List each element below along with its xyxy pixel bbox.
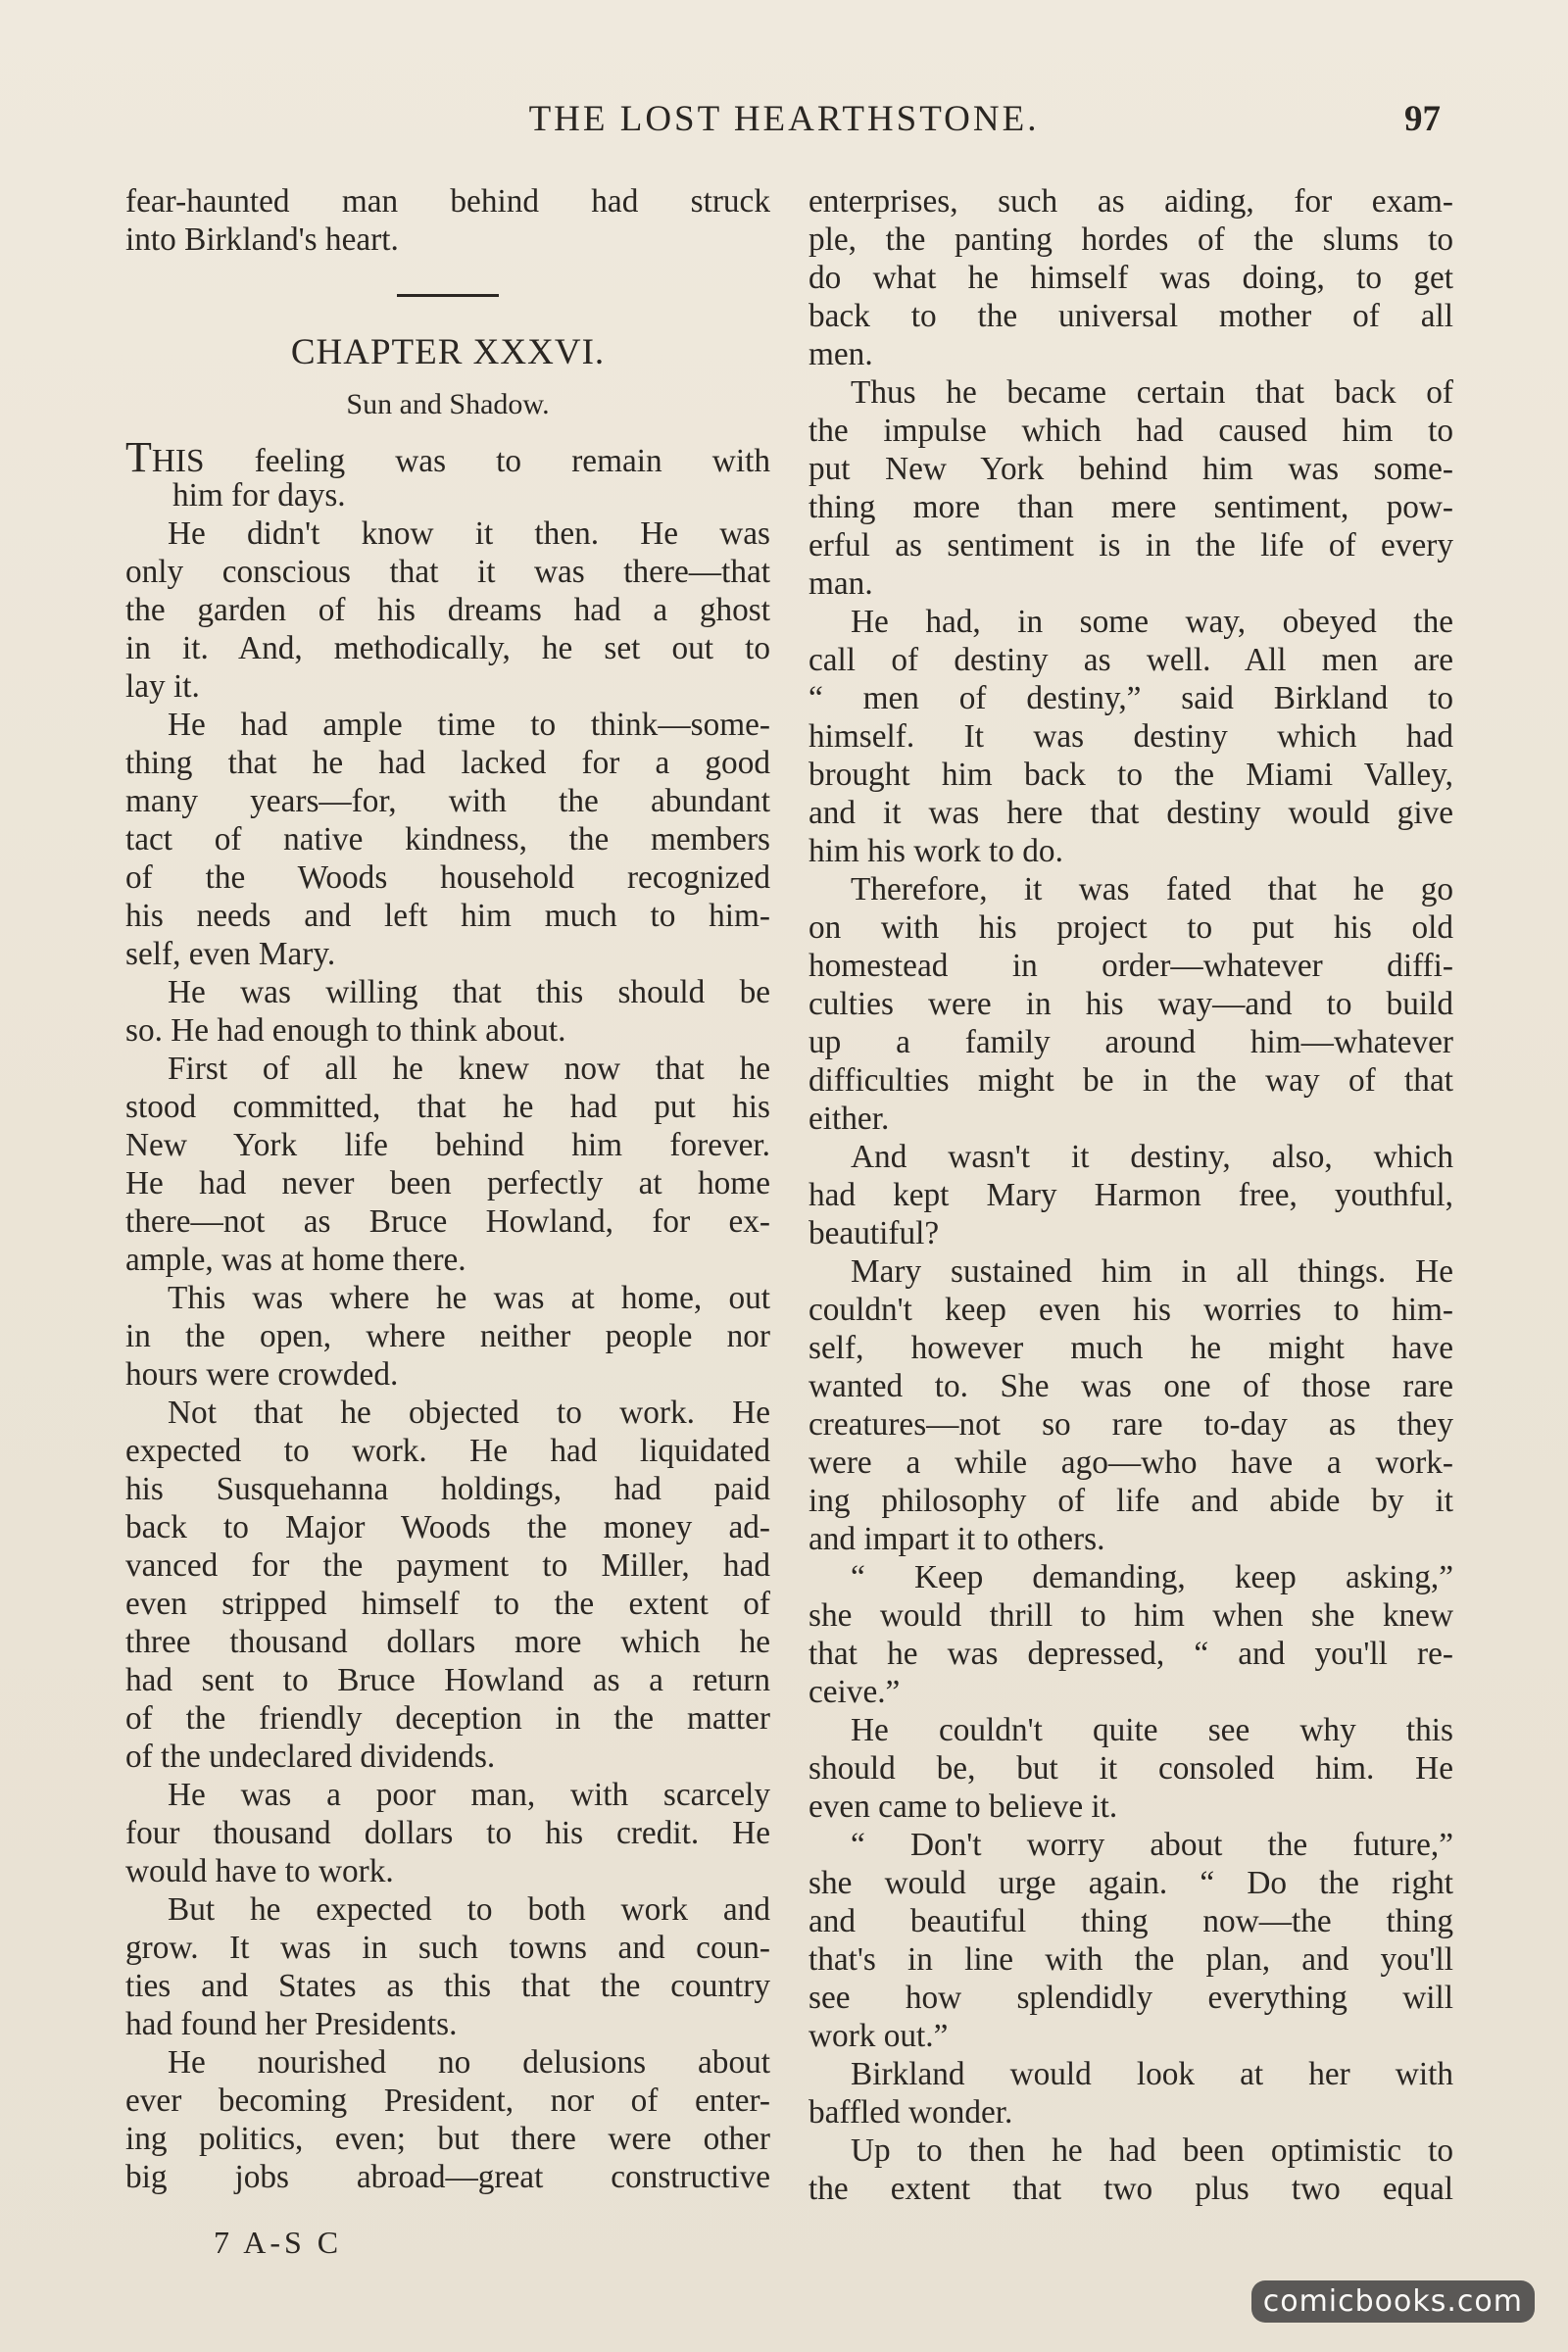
text-line: Therefore, it was fated that he go bbox=[851, 871, 1453, 907]
running-title: THE LOST HEARTHSTONE. bbox=[528, 99, 1040, 139]
text-line: Not that he objected to work. He bbox=[168, 1395, 770, 1431]
text-line: He didn't know it then. He was bbox=[168, 515, 770, 552]
drop-cap: T bbox=[125, 433, 152, 481]
text-line: in the open, where neither people nor bbox=[125, 1318, 770, 1354]
text-line: “ Keep demanding, keep asking,” bbox=[851, 1559, 1453, 1595]
text-line: “ Don't worry about the future,” bbox=[851, 1827, 1453, 1863]
text-line: Up to then he had been optimistic to bbox=[851, 2132, 1453, 2169]
text-line: brought him back to the Miami Valley, bbox=[808, 757, 1453, 793]
text-line: and beautiful thing now—the thing bbox=[808, 1903, 1453, 1939]
text-line: big jobs abroad—great constructive bbox=[125, 2159, 770, 2195]
text-line: that he was depressed, “ and you'll re- bbox=[808, 1636, 1453, 1672]
text-line: of the Woods household recognized bbox=[125, 859, 770, 896]
text-line: He was willing that this should be bbox=[168, 974, 770, 1010]
text-line: up a family around him—whatever bbox=[808, 1024, 1453, 1060]
text-line: ple, the panting hordes of the slums to bbox=[808, 221, 1453, 258]
text-line: that's in line with the plan, and you'll bbox=[808, 1941, 1453, 1978]
text-line: tact of native kindness, the members bbox=[125, 821, 770, 858]
text-line: He nourished no delusions about bbox=[168, 2044, 770, 2081]
text-line: thing more than mere sentiment, pow- bbox=[808, 489, 1453, 525]
text-line: man. bbox=[808, 565, 873, 602]
text-line: she would thrill to him when she knew bbox=[808, 1597, 1453, 1634]
text-line: do what he himself was doing, to get bbox=[808, 260, 1453, 296]
text-line: ever becoming President, nor of enter- bbox=[125, 2082, 770, 2119]
text-line: fear-haunted man behind had struck bbox=[125, 183, 770, 220]
text-line: see how splendidly everything will bbox=[808, 1980, 1453, 2016]
text-line: creatures—not so rare to-day as they bbox=[808, 1406, 1453, 1443]
text-line: put New York behind him was some- bbox=[808, 451, 1453, 487]
text-line: HIS feeling was to remain with bbox=[151, 443, 770, 479]
text-line: had found her Presidents. bbox=[125, 2006, 458, 2042]
text-line: back to Major Woods the money ad- bbox=[125, 1509, 770, 1545]
text-line: couldn't keep even his worries to him- bbox=[808, 1292, 1453, 1328]
text-line: difficulties might be in the way of that bbox=[808, 1062, 1453, 1099]
text-line: work out.” bbox=[808, 2018, 949, 2054]
text-line: He had ample time to think—some- bbox=[168, 707, 770, 743]
text-line: in it. And, methodically, he set out to bbox=[125, 630, 770, 666]
signature-mark: 7 A-S C bbox=[214, 2225, 343, 2260]
text-line: baffled wonder. bbox=[808, 2094, 1013, 2131]
text-line: many years—for, with the abundant bbox=[125, 783, 770, 819]
text-line: his Susquehanna holdings, had paid bbox=[125, 1471, 770, 1507]
text-line: This was where he was at home, out bbox=[168, 1280, 770, 1316]
left-column bbox=[125, 182, 770, 2196]
text-line: of the undeclared dividends. bbox=[125, 1739, 496, 1775]
text-line: back to the universal mother of all bbox=[808, 298, 1453, 334]
text-line: ceive.” bbox=[808, 1674, 901, 1710]
text-line: the garden of his dreams had a ghost bbox=[125, 592, 770, 628]
text-line: He was a poor man, with scarcely bbox=[168, 1777, 770, 1813]
text-line: were a while ago—who have a work- bbox=[808, 1445, 1453, 1481]
text-line: his needs and left him much to him- bbox=[125, 898, 770, 934]
watermark-logo: comicbooks.com bbox=[1251, 2280, 1535, 2323]
text-line: and impart it to others. bbox=[808, 1521, 1105, 1557]
text-line: But he expected to both work and bbox=[168, 1891, 770, 1928]
section-divider bbox=[397, 294, 499, 297]
text-line: stood committed, that he had put his bbox=[125, 1089, 770, 1125]
left-body-lines bbox=[125, 514, 770, 2196]
text-line: enterprises, such as aiding, for exam- bbox=[808, 183, 1453, 220]
text-line: Thus he became certain that back of bbox=[851, 374, 1453, 411]
text-line: so. He had enough to think about. bbox=[125, 1012, 566, 1049]
text-line: grow. It was in such towns and coun- bbox=[125, 1930, 770, 1966]
text-line: had kept Mary Harmon free, youthful, bbox=[808, 1177, 1453, 1213]
text-line: “ men of destiny,” said Birkland to bbox=[808, 680, 1453, 716]
text-line: wanted to. She was one of those rare bbox=[808, 1368, 1453, 1404]
chapter-heading: CHAPTER XXXVI. bbox=[290, 332, 606, 372]
text-line: And wasn't it destiny, also, which bbox=[851, 1139, 1453, 1175]
text-line: the extent that two plus two equal bbox=[808, 2171, 1453, 2207]
text-line: vanced for the payment to Miller, had bbox=[125, 1547, 770, 1584]
text-line: expected to work. He had liquidated bbox=[125, 1433, 770, 1469]
dropcap-line bbox=[125, 433, 770, 481]
text-line: erful as sentiment is in the life of every bbox=[808, 527, 1453, 564]
text-line: four thousand dollars to his credit. He bbox=[125, 1815, 770, 1851]
text-line: would have to work. bbox=[125, 1853, 394, 1889]
text-line: thing that he had lacked for a good bbox=[125, 745, 770, 781]
text-line: ing politics, even; but there were other bbox=[125, 2121, 770, 2157]
text-line: only conscious that it was there—that bbox=[125, 554, 770, 590]
text-line: himself. It was destiny which had bbox=[808, 718, 1453, 755]
text-line: she would urge again. “ Do the right bbox=[808, 1865, 1453, 1901]
text-line: of the friendly deception in the matter bbox=[125, 1700, 770, 1737]
text-line: even came to believe it. bbox=[808, 1788, 1118, 1825]
text-line: Birkland would look at her with bbox=[851, 2056, 1453, 2092]
page-header bbox=[127, 98, 1441, 157]
text-line: self, even Mary. bbox=[125, 936, 336, 972]
text-line: First of all he knew now that he bbox=[168, 1051, 770, 1087]
text-line: beautiful? bbox=[808, 1215, 940, 1251]
text-line: even stripped himself to the extent of bbox=[125, 1586, 770, 1622]
text-line: He couldn't quite see why this bbox=[851, 1712, 1453, 1748]
text-line: Mary sustained him in all things. He bbox=[851, 1253, 1453, 1290]
text-line: hours were crowded. bbox=[125, 1356, 399, 1393]
text-line: him for days. bbox=[172, 477, 346, 514]
text-line: and it was here that destiny would give bbox=[808, 795, 1453, 831]
text-line: there—not as Bruce Howland, for ex- bbox=[125, 1203, 770, 1240]
text-line: New York life behind him forever. bbox=[125, 1127, 770, 1163]
text-line: three thousand dollars more which he bbox=[125, 1624, 770, 1660]
text-line: men. bbox=[808, 336, 873, 372]
text-line: ample, was at home there. bbox=[125, 1242, 466, 1278]
text-line: had sent to Bruce Howland as a return bbox=[125, 1662, 770, 1698]
text-line: self, however much he might have bbox=[808, 1330, 1453, 1366]
text-line: ing philosophy of life and abide by it bbox=[808, 1483, 1453, 1519]
text-line: ties and States as this that the country bbox=[125, 1968, 770, 2004]
text-line: should be, but it consoled him. He bbox=[808, 1750, 1453, 1787]
text-line: either. bbox=[808, 1101, 890, 1137]
text-line: on with his project to put his old bbox=[808, 909, 1453, 946]
text-line: into Birkland's heart. bbox=[125, 221, 399, 258]
text-line: lay it. bbox=[125, 668, 200, 705]
text-line: He had, in some way, obeyed the bbox=[851, 604, 1453, 640]
right-column bbox=[808, 182, 1453, 2208]
text-line: call of destiny as well. All men are bbox=[808, 642, 1453, 678]
text-line: He had never been perfectly at home bbox=[125, 1165, 770, 1201]
text-line: the impulse which had caused him to bbox=[808, 413, 1453, 449]
chapter-subtitle: Sun and Shadow. bbox=[346, 388, 550, 420]
page-number: 97 bbox=[1404, 99, 1441, 139]
text-line: culties were in his way—and to build bbox=[808, 986, 1453, 1022]
text-line: him his work to do. bbox=[808, 833, 1063, 869]
text-line: homestead in order—whatever diffi- bbox=[808, 948, 1453, 984]
